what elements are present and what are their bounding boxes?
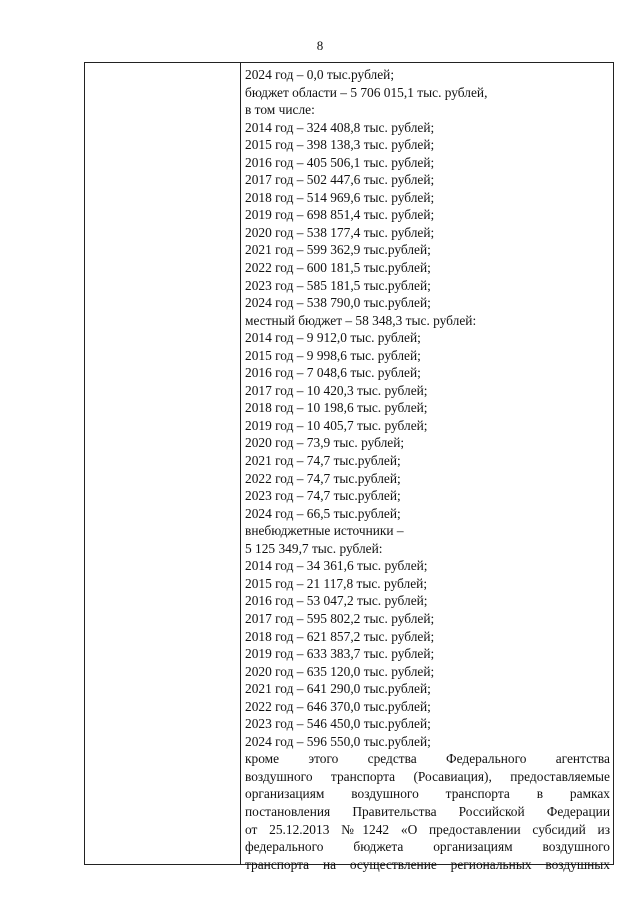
funding-line: 2024 год – 0,0 тыс.рублей; bbox=[245, 67, 395, 82]
funding-line: 2024 год – 596 550,0 тыс.рублей; bbox=[245, 733, 431, 749]
funding-line: 2023 год – 546 450,0 тыс.рублей; bbox=[245, 716, 431, 732]
funding-line: 2021 год – 74,7 тыс.рублей; bbox=[245, 453, 401, 469]
page-number: 8 bbox=[316, 38, 324, 53]
funding-line: 2017 год – 595 802,2 тыс. рублей; bbox=[245, 610, 435, 626]
funding-line: 2023 год – 585 181,5 тыс.рублей; bbox=[245, 277, 431, 293]
funding-line: 2016 год – 405 506,1 тыс. рублей; bbox=[245, 154, 435, 170]
paragraph-line: от 25.12.2013 №1242 «О предоставлении субсидий из bbox=[245, 821, 610, 837]
funding-line: бюджет области – 5 706 015,1 тыс. рублей, bbox=[245, 84, 488, 100]
funding-line: 2017 год – 502 447,6 тыс. рублей; bbox=[245, 172, 435, 188]
funding-line: 2023 год – 74,7 тыс.рублей; bbox=[245, 488, 401, 504]
funding-line: 2021 год – 641 290,0 тыс.рублей; bbox=[245, 681, 431, 697]
funding-line: 2014 год – 9 912,0 тыс. рублей; bbox=[245, 330, 421, 346]
column-divider bbox=[240, 63, 241, 864]
funding-line: 2015 год – 21 117,8 тыс. рублей; bbox=[245, 575, 428, 591]
funding-line: 2018 год – 621 857,2 тыс. рублей; bbox=[245, 628, 435, 644]
funding-paragraph bbox=[245, 750, 610, 873]
funding-line: 2020 год – 73,9 тыс. рублей; bbox=[245, 435, 405, 451]
funding-line: 2019 год – 633 383,7 тыс. рублей; bbox=[245, 646, 435, 662]
paragraph-line: постановления Правительства Российской Федерации bbox=[245, 803, 610, 819]
funding-line: внебюджетные источники – bbox=[245, 523, 404, 539]
paragraph-line: кроме этого средства Федерального агентства bbox=[245, 751, 610, 767]
funding-line: 2015 год – 398 138,3 тыс. рублей; bbox=[245, 137, 435, 153]
funding-line: 2014 год – 34 361,6 тыс. рублей; bbox=[245, 558, 428, 574]
funding-line: 2016 год – 7 048,6 тыс. рублей; bbox=[245, 365, 421, 381]
funding-lines bbox=[245, 66, 610, 750]
funding-line: 2015 год – 9 998,6 тыс. рублей; bbox=[245, 347, 421, 363]
paragraph-line: федерального бюджета организациям воздушного bbox=[245, 839, 610, 855]
funding-line: 2016 год – 53 047,2 тыс. рублей; bbox=[245, 593, 428, 609]
funding-line: 5 125 349,7 тыс. рублей: bbox=[245, 540, 383, 556]
funding-line: 2018 год – 10 198,6 тыс. рублей; bbox=[245, 400, 428, 416]
funding-line: 2020 год – 538 177,4 тыс. рублей; bbox=[245, 224, 435, 240]
funding-line: 2022 год – 600 181,5 тыс.рублей; bbox=[245, 260, 431, 276]
funding-line: местный бюджет – 58 348,3 тыс. рублей: bbox=[245, 312, 477, 328]
funding-line: 2022 год – 646 370,0 тыс.рублей; bbox=[245, 698, 431, 714]
funding-line: 2019 год – 698 851,4 тыс. рублей; bbox=[245, 207, 435, 223]
funding-line: 2024 год – 538 790,0 тыс.рублей; bbox=[245, 295, 431, 311]
funding-line: 2022 год – 74,7 тыс.рублей; bbox=[245, 470, 401, 486]
paragraph-line: воздушного транспорта (Росавиация), предоставляемые bbox=[245, 768, 610, 784]
funding-line: 2021 год – 599 362,9 тыс.рублей; bbox=[245, 242, 431, 258]
funding-line: 2020 год – 635 120,0 тыс. рублей; bbox=[245, 663, 435, 679]
funding-line: 2024 год – 66,5 тыс.рублей; bbox=[245, 505, 401, 521]
funding-line: 2018 год – 514 969,6 тыс. рублей; bbox=[245, 189, 435, 205]
funding-line: в том числе: bbox=[245, 102, 315, 118]
document-table bbox=[84, 62, 614, 872]
paragraph-line: транспорта на осуществление региональных воздушных bbox=[245, 856, 610, 872]
funding-line: 2019 год – 10 405,7 тыс. рублей; bbox=[245, 417, 428, 433]
table-right-cell bbox=[245, 66, 610, 873]
funding-line: 2017 год – 10 420,3 тыс. рублей; bbox=[245, 382, 428, 398]
paragraph-line: организациям воздушного транспорта в рамках bbox=[245, 786, 610, 802]
funding-line: 2014 год – 324 408,8 тыс. рублей; bbox=[245, 119, 435, 135]
